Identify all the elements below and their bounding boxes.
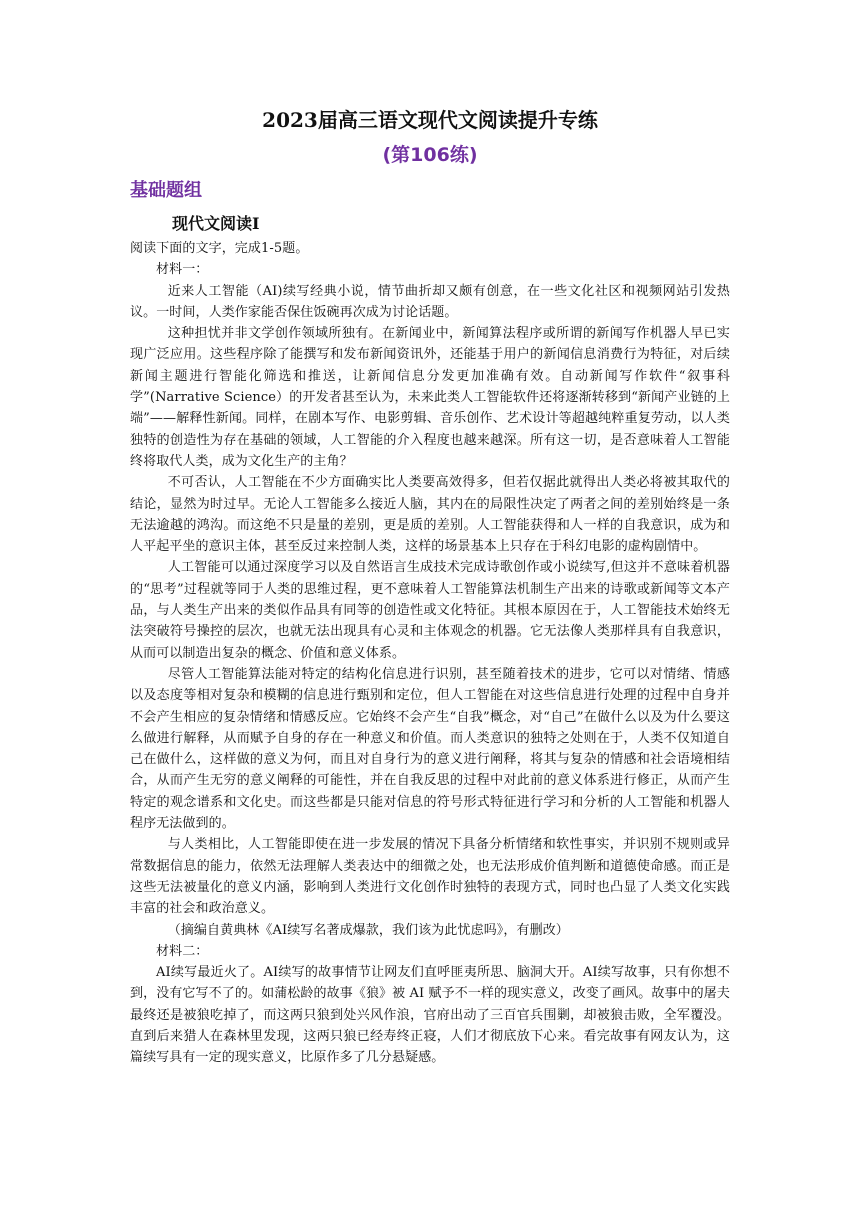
page-title: 2023届高三语文现代文阅读提升专练 <box>262 108 598 132</box>
material1-source: （摘编自黄典林《AI续写名著成爆款，我们该为此忧虑吗》，有删改） <box>167 922 569 938</box>
material1-paragraph: 人工智能可以通过深度学习以及自然语言生成技术完成诗歌创作或小说续写,但这并不意味着机器的“思考”过程就等同于人类的思维过程，更不意味着人工智能算法机制生产出来的诗歌或新闻等文本产品，与人类生产出来的类似作品具有同等的创造性或文化特征。其根本原因在于，人工智能技术始终无法突破符号操控的层次，也就无法出现具有心灵和主体观念的机器。它无法像人类那样具有自我意识，从而可以制造出复杂的概念、价值和意义体系。 <box>130 560 730 661</box>
article-body <box>130 238 730 1069</box>
material2-label: 材料二： <box>156 943 209 959</box>
material1-paragraph: 近来人工智能（AI)续写经典小说，情节曲折却又颇有创意，在一些文化社区和视频网站引发热议。一时间，人类作家能否保住饭碗再次成为讨论话题。 <box>130 283 730 320</box>
reading-title: 现代文阅读Ⅰ <box>172 214 260 233</box>
page-subtitle: (第106练) <box>382 144 478 166</box>
material2-paragraph: AI续写最近火了。AI续写的故事情节让网友们直呼匪夷所思、脑洞大开。AI续写故事，只有你想不到，没有它写不了的。如蒲松龄的故事《狼》被 AI 赋予不一样的现实意义，改变了画风。故事中的屠夫最终还是被狼吃掉了，而这两只狼到处兴风作浪，官府出动了三百官兵围剿，却被狼击败，全军覆没。直到后来猎人在森林里发现，这两只狼已经寿终正寝，人们才彻底放下心来。看完故事有网友认为，这篇续写具有一定的现实意义，比原作多了几分悬疑感。 <box>130 965 730 1066</box>
instruction: 阅读下面的文字，完成1-5题。 <box>130 241 309 256</box>
section-heading: 基础题组 <box>130 180 202 201</box>
material1-paragraph: 尽管人工智能算法能对特定的结构化信息进行识别，甚至随着技术的进步，它可以对情绪、情感以及态度等相对复杂和模糊的信息进行甄别和定位，但人工智能在对这些信息进行处理的过程中自身并不会产生相应的复杂情绪和情感反应。它始终不会产生“自我”概念，对“自己”在做什么以及为什么要这么做进行解释，从而赋予自身的存在一种意义和价值。而人类意识的独特之处则在于，人类不仅知道自己在做什么，这样做的意义为何，而且对自身行为的意义进行阐释，将其与复杂的情感和社会语境相结合，从而产生无穷的意义阐释的可能性，并在自我反思的过程中对此前的意义体系进行修正，从而产生特定的观念谱系和文化史。而这些都是只能对信息的符号形式特征进行学习和分析的人工智能和机器人程序无法做到的。 <box>130 666 730 832</box>
material1-paragraph: 与人类相比，人工智能即使在进一步发展的情况下具备分析情绪和软性事实，并识别不规则或异常数据信息的能力，依然无法理解人类表达中的细微之处，也无法形成价值判断和道德使命感。而正是这些无法被量化的意义内涵，影响到人类进行文化创作时独特的表现方式，同时也凸显了人类文化实践丰富的社会和政治意义。 <box>130 837 730 917</box>
material1-label: 材料一： <box>156 262 209 278</box>
material1-paragraph: 不可否认，人工智能在不少方面确实比人类要高效得多，但若仅据此就得出人类必将被其取代的结论，显然为时过早。无论人工智能多么接近人脑，其内在的局限性决定了两者之间的差别始终是一条无法逾越的鸿沟。而这绝不只是量的差别，更是质的差别。人工智能获得和人一样的自我意识，成为和人平起平坐的意识主体，甚至反过来控制人类，这样的场景基本上只存在于科幻电影的虚构剧情中。 <box>130 475 730 555</box>
material1-paragraph: 这种担忧并非文学创作领域所独有。在新闻业中，新闻算法程序或所谓的新闻写作机器人早已实现广泛应用。这些程序除了能撰写和发布新闻资讯外，还能基于用户的新闻信息消费行为特征，对后续新闻主题进行智能化筛选和推送，让新闻信息分发更加准确有效。自动新闻写作软件“叙事科学”(Narrative Science）的开发者甚至认为，未来此类人工智能软件还将逐渐转移到“新闻产业链的上端”——解释性新闻。同样，在剧本写作、电影剪辑、音乐创作、艺术设计等超越纯粹重复劳动，以人类独特的创造性为存在基础的领域，人工智能的介入程度也越来越深。所有这一切，是否意味着人工智能终将取代人类，成为文化生产的主角？ <box>130 326 730 469</box>
